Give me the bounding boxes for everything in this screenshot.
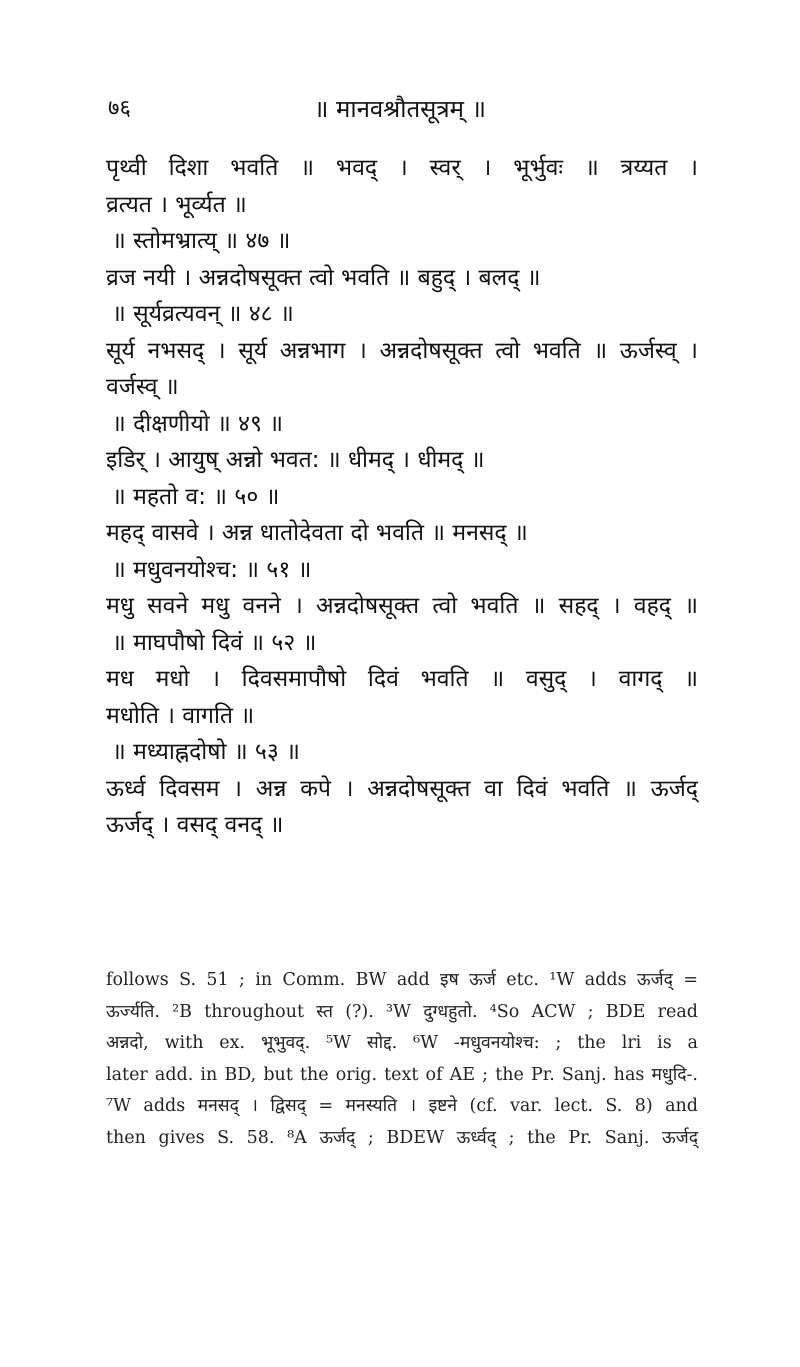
section-heading: ॥ माघपौषो दिवं ॥ ५२ ॥ [112, 629, 317, 656]
text-line: मध मधो । दिवसमापौषो दिवं भवति ॥ वसुद् । वागद् ॥ [106, 666, 698, 692]
section-heading: ॥ दीक्षणीयो ॥ ४९ ॥ [112, 410, 284, 437]
text-line: व्रज नयी । अन्नदोषसूक्त त्वो भवति ॥ बहुद् । बलद् ॥ [106, 264, 541, 291]
section-heading: ॥ मधुवनयोश्च: ॥ ५१ ॥ [112, 556, 312, 583]
text-line: सूर्य नभसद् । सूर्य अन्नभाग । अन्नदोषसूक्त त्वो भवति ॥ ऊर्जस्व् । [106, 337, 698, 364]
text-line: मधु सवने मधु वनने । अन्नदोषसूक्त त्वो भवति ॥ सहद् । वहद् ॥ [106, 593, 698, 619]
footnotes [106, 965, 698, 1154]
footnote-line: follows S. 51 ; in Comm. BW add इष ऊर्ज etc. ¹W adds ऊर्जद् = [106, 970, 698, 990]
footnote-line: अन्नदो, with ex. भूभुवद्. ⁵W सोद्द. ⁶W -मधुवनयोश्च: ; the lri is a [106, 1033, 698, 1053]
page-number: ७६ [108, 96, 131, 121]
text-line: ऊर्जद् । वसद् वनद् ॥ [106, 812, 284, 838]
page-header [0, 92, 800, 132]
footnote-line: later add. in BD, but the orig. text of AE ; the Pr. Sanj. has मधुदि-. [106, 1064, 698, 1085]
section-heading: ॥ महतो व: ॥ ५० ॥ [112, 483, 280, 510]
footnote-line: ऊर्ज्यति. ²B throughout स्त (?). ³W दुग्धहुतो. ⁴So ACW ; BDE read [106, 1001, 698, 1022]
section-heading: ॥ मध्याह्नदोषो ॥ ५३ ॥ [112, 739, 300, 765]
section-heading: ॥ स्तोमभ्रात्य् ॥ ४७ ॥ [112, 228, 291, 254]
text-line: व्रत्यत । भूर्व्यत ॥ [106, 191, 247, 218]
text-line: वर्जस्व् ॥ [106, 374, 179, 400]
running-title: ॥ मानवश्रौतसूत्रम् ॥ [314, 95, 486, 123]
text-line: पृथ्वी दिशा भवति ॥ भवद् । स्वर् । भूर्भुवः ॥ त्रय्यत । [106, 155, 698, 181]
text-line: महद् वासवे । अन्न धातोदेवता दो भवति ॥ मनसद् ॥ [106, 520, 528, 546]
text-line: ऊर्ध्व दिवसम । अन्न कपे । अन्नदोषसूक्त वा दिवं भवति ॥ ऊर्जद् [106, 775, 698, 802]
sanskrit-text-block [106, 150, 698, 844]
section-heading: ॥ सूर्यव्रत्यवन् ॥ ४८ ॥ [112, 301, 294, 327]
footnote-line: then gives S. 58. ⁸A ऊर्जद् ; BDEW ऊर्ध्वद् ; the Pr. Sanj. ऊर्जद् [106, 1127, 698, 1148]
footnote-line: ⁷W adds मनसद् । द्विसद् = मनस्यति । इष्टने (cf. var. lect. S. 8) and [106, 1096, 698, 1116]
text-line: इडिर् । आयुष् अन्नो भवत: ॥ धीमद् । धीमद् ॥ [106, 447, 485, 473]
text-line: मधोति । वागति ॥ [106, 702, 255, 729]
